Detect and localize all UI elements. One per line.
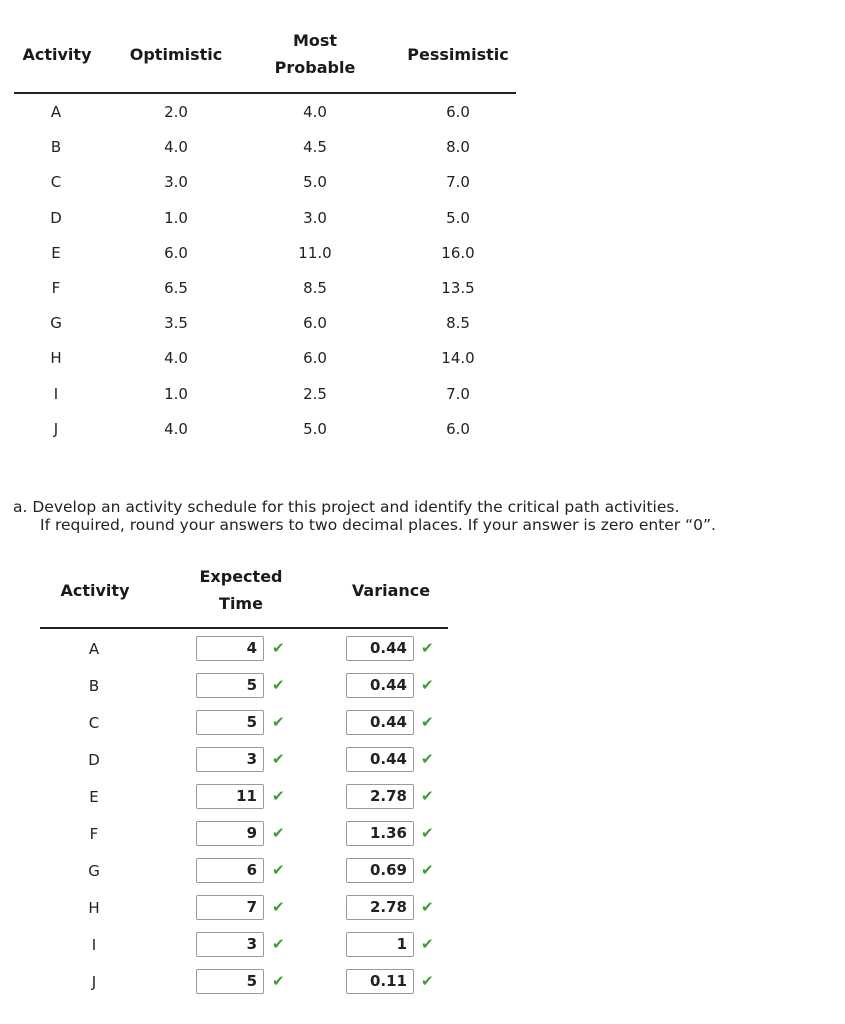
correct-check-icon: ✔ <box>421 639 434 657</box>
answer-col-header-expected-line2: Time <box>219 594 263 613</box>
col-header-activity: Activity <box>22 45 92 64</box>
expected-time-input[interactable]: 5 <box>196 673 264 698</box>
cell-most-probable: 4.5 <box>303 138 327 157</box>
variance-input[interactable]: 0.44 <box>346 673 414 698</box>
col-header-most-probable <box>255 27 375 81</box>
correct-check-icon: ✔ <box>421 898 434 916</box>
cell-optimistic: 3.0 <box>164 173 188 192</box>
cell-activity: E <box>51 243 61 262</box>
answer-cell-activity: E <box>89 788 99 806</box>
answer-cell-activity: J <box>91 973 97 991</box>
answer-cell-activity: F <box>89 825 99 843</box>
cell-most-probable: 5.0 <box>303 173 327 192</box>
answer-cell-activity: G <box>88 862 100 880</box>
cell-most-probable: 4.0 <box>303 103 327 121</box>
cell-optimistic: 4.0 <box>164 138 188 157</box>
variance-input[interactable]: 0.11 <box>346 969 414 994</box>
answer-cell-activity: C <box>88 714 100 732</box>
cell-pessimistic: 8.5 <box>446 314 470 333</box>
cell-activity: F <box>51 279 61 297</box>
cell-optimistic: 6.0 <box>164 243 188 262</box>
cell-pessimistic: 6.0 <box>446 419 470 438</box>
cell-optimistic: 2.0 <box>164 103 188 121</box>
cell-pessimistic: 14.0 <box>441 349 475 368</box>
cell-activity: I <box>53 384 59 403</box>
cell-optimistic: 4.0 <box>164 419 188 438</box>
col-header-most-probable-line1: Most <box>292 31 338 50</box>
cell-optimistic: 6.5 <box>164 279 188 297</box>
cell-activity: D <box>50 208 62 227</box>
expected-time-input[interactable]: 9 <box>196 821 264 846</box>
answer-col-header-expected-line1: Expected <box>199 567 283 586</box>
cell-activity: H <box>50 349 62 368</box>
cell-pessimistic: 8.0 <box>446 138 470 157</box>
variance-input[interactable]: 2.78 <box>346 895 414 920</box>
expected-time-input[interactable]: 6 <box>196 858 264 883</box>
cell-pessimistic: 6.0 <box>446 103 470 121</box>
cell-optimistic: 1.0 <box>164 384 188 403</box>
correct-check-icon: ✔ <box>421 676 434 694</box>
cell-pessimistic: 5.0 <box>446 208 470 227</box>
cell-activity: G <box>50 314 62 333</box>
answer-col-header-activity: Activity <box>60 581 130 600</box>
correct-check-icon: ✔ <box>272 935 285 953</box>
col-header-pessimistic: Pessimistic <box>407 45 509 64</box>
cell-most-probable: 5.0 <box>303 419 327 438</box>
answer-col-header-expected-time <box>186 563 296 617</box>
cell-activity: B <box>50 138 62 157</box>
expected-time-input[interactable]: 5 <box>196 710 264 735</box>
correct-check-icon: ✔ <box>272 639 285 657</box>
answer-cell-activity: B <box>88 677 100 695</box>
cell-most-probable: 6.0 <box>303 314 327 333</box>
answer-cell-activity: I <box>91 936 97 954</box>
correct-check-icon: ✔ <box>272 861 285 879</box>
cell-pessimistic: 13.5 <box>441 279 475 297</box>
variance-input[interactable]: 1 <box>346 932 414 957</box>
cell-optimistic: 4.0 <box>164 349 188 368</box>
cell-most-probable: 11.0 <box>298 243 332 262</box>
cell-pessimistic: 16.0 <box>441 243 475 262</box>
expected-time-input[interactable]: 3 <box>196 932 264 957</box>
question-line-2: If required, round your answers to two decimal places. If your answer is zero enter “0”. <box>40 516 716 534</box>
question-text <box>13 498 716 534</box>
correct-check-icon: ✔ <box>272 787 285 805</box>
expected-time-input[interactable]: 5 <box>196 969 264 994</box>
variance-input[interactable]: 0.44 <box>346 747 414 772</box>
cell-most-probable: 8.5 <box>303 279 327 297</box>
correct-check-icon: ✔ <box>421 824 434 842</box>
correct-check-icon: ✔ <box>421 713 434 731</box>
expected-time-input[interactable]: 4 <box>196 636 264 661</box>
answer-cell-activity: A <box>88 640 100 658</box>
variance-input[interactable]: 0.69 <box>346 858 414 883</box>
cell-activity: J <box>53 419 59 438</box>
correct-check-icon: ✔ <box>421 750 434 768</box>
variance-input[interactable]: 0.44 <box>346 636 414 661</box>
cell-activity: A <box>50 103 62 121</box>
col-header-optimistic: Optimistic <box>129 45 223 64</box>
cell-optimistic: 3.5 <box>164 314 188 333</box>
correct-check-icon: ✔ <box>272 898 285 916</box>
correct-check-icon: ✔ <box>272 824 285 842</box>
answer-cell-activity: D <box>88 751 100 769</box>
col-header-most-probable-line2: Probable <box>274 58 356 77</box>
correct-check-icon: ✔ <box>272 676 285 694</box>
correct-check-icon: ✔ <box>421 861 434 879</box>
answer-cell-activity: H <box>88 899 100 917</box>
cell-most-probable: 2.5 <box>303 384 327 403</box>
table1-header-divider <box>14 92 516 94</box>
variance-input[interactable]: 0.44 <box>346 710 414 735</box>
variance-input[interactable]: 2.78 <box>346 784 414 809</box>
cell-most-probable: 6.0 <box>303 349 327 368</box>
expected-time-input[interactable]: 7 <box>196 895 264 920</box>
correct-check-icon: ✔ <box>272 750 285 768</box>
cell-pessimistic: 7.0 <box>446 173 470 192</box>
expected-time-input[interactable]: 11 <box>196 784 264 809</box>
answer-col-header-variance: Variance <box>351 581 431 600</box>
correct-check-icon: ✔ <box>421 935 434 953</box>
cell-most-probable: 3.0 <box>303 208 327 227</box>
cell-pessimistic: 7.0 <box>446 384 470 403</box>
correct-check-icon: ✔ <box>421 972 434 990</box>
variance-input[interactable]: 1.36 <box>346 821 414 846</box>
cell-optimistic: 1.0 <box>164 208 188 227</box>
question-line-1: a. Develop an activity schedule for this project and identify the critical path activities. <box>13 498 680 516</box>
correct-check-icon: ✔ <box>421 787 434 805</box>
correct-check-icon: ✔ <box>272 972 285 990</box>
cell-activity: C <box>50 173 62 192</box>
table2-header-divider <box>40 627 448 629</box>
correct-check-icon: ✔ <box>272 713 285 731</box>
expected-time-input[interactable]: 3 <box>196 747 264 772</box>
